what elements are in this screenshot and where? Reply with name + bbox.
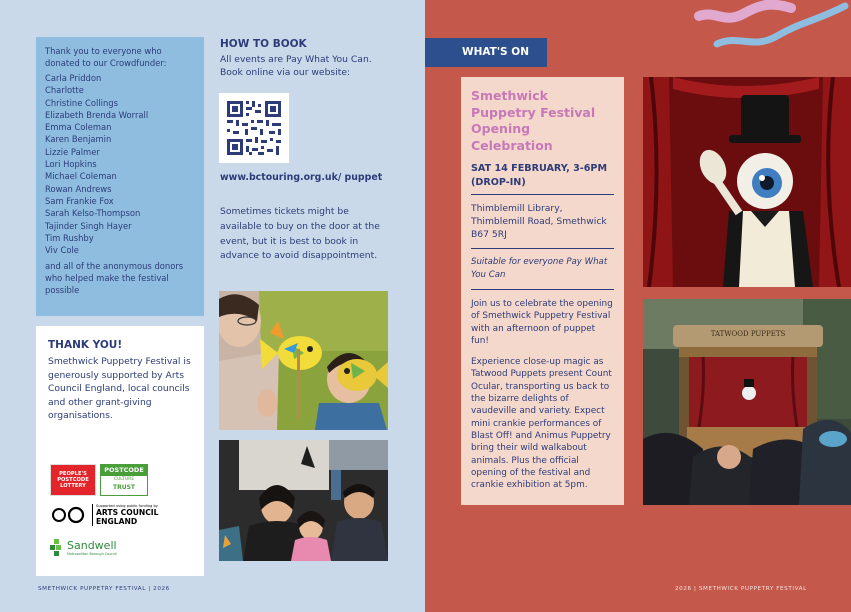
donor-intro: Thank you to everyone who donated to our Crowdfunder: xyxy=(45,46,167,68)
left-page xyxy=(0,0,425,612)
event-suitability: Suitable for everyone Pay What You Can xyxy=(471,256,614,290)
donor-name: Sam Frankie Fox xyxy=(45,195,114,206)
event-title: Smethwick Puppetry Festival Opening Celebration xyxy=(471,88,596,153)
tickets-text: Sometimes tickets might be available to buy on the door at the event, but it is best to book in advance to avoid disappointment. xyxy=(220,206,380,262)
donor-name: Carla Priddon xyxy=(45,73,102,83)
how-to-book-section xyxy=(220,38,395,79)
donor-name: Charlotte xyxy=(45,85,84,96)
donor-box xyxy=(36,37,204,316)
event-description-intro: Join us to celebrate the opening of Smethwick Puppetry Festival with an afternoon of puppet fun! xyxy=(471,299,613,346)
donor-outro: and all of the anonymous donors who helped make the festival possible xyxy=(45,261,184,296)
arts-council-logo: Supported using public funding by ARTS COUNCIL ENGLAND xyxy=(50,504,158,526)
donor-list xyxy=(45,72,194,256)
donor-name: Emma Coleman xyxy=(45,122,112,133)
donor-name: Christine Collings xyxy=(45,97,118,108)
arts-council-mark-icon xyxy=(50,504,88,526)
qr-code[interactable] xyxy=(219,93,289,163)
theatre-sign-label: TATWOOD PUPPETS xyxy=(710,330,786,338)
thank-you-text: Smethwick Puppetry Festival is generously supported by Arts Council England, local councils and other grant-giving organisations. xyxy=(48,356,191,421)
qr-code-icon xyxy=(219,93,289,163)
sandwell-logo: Sandwell Metropolitan Borough Council xyxy=(50,539,117,557)
peoples-postcode-lottery-logo: PEOPLE'S POSTCODE LOTTERY xyxy=(50,464,96,496)
family-photo-illustration xyxy=(219,440,388,561)
count-ocular-puppet-photo xyxy=(643,77,851,287)
footer-left: SMETHWICK PUPPETRY FESTIVAL | 2026 xyxy=(38,586,170,592)
donor-name: Michael Coleman xyxy=(45,171,117,182)
event-address: Thimblemill Library, Thimblemill Road, Smethwick B67 5RJ xyxy=(471,202,614,249)
donor-name: Viv Cole xyxy=(45,245,79,256)
whats-on-tab: WHAT'S ON xyxy=(425,38,547,67)
decorative-squiggle-icon xyxy=(693,0,851,56)
donor-name: Tajinder Singh Hayer xyxy=(45,220,132,231)
family-photo xyxy=(219,440,388,561)
booking-url-link[interactable]: www.bctouring.org.uk/ puppet xyxy=(220,172,383,183)
thank-you-title: THANK YOU! xyxy=(48,339,123,351)
footer-right: 2026 | SMETHWICK PUPPETRY FESTIVAL xyxy=(675,586,807,592)
count-ocular-illustration xyxy=(643,77,851,287)
donor-name: Sarah Kelso-Thompson xyxy=(45,208,141,219)
puppet-theatre-photo xyxy=(643,299,851,505)
how-to-book-title: HOW TO BOOK xyxy=(220,38,307,50)
thank-you-box xyxy=(36,326,204,576)
fish-puppet-photo-illustration xyxy=(219,291,388,430)
postcode-culture-trust-logo: POSTCODE CULTURE TRUST xyxy=(100,464,148,496)
event-description-details: Experience close-up magic as Tatwood Puppets present Count Ocular, transporting us back to the bizarre delights of vaudeville and variety. Expect mini crankie performances of Blast Off! and Animus Puppetry bring their wild walkabout animals. Plus the official opening of the festival and crankie exhibition at 5pm. xyxy=(471,357,612,491)
donor-name: Rowan Andrews xyxy=(45,183,112,194)
event-card xyxy=(461,77,624,505)
donor-name: Elizabeth Brenda Worrall xyxy=(45,109,149,120)
donor-name: Tim Rushby xyxy=(45,232,94,243)
donor-name: Lizzie Palmer xyxy=(45,146,100,157)
event-date: SAT 14 FEBRUARY, 3-6PM (DROP-IN) xyxy=(471,162,614,195)
puppet-theatre-illustration xyxy=(643,299,851,505)
sandwell-mark-icon xyxy=(50,539,64,557)
donor-name: Lori Hopkins xyxy=(45,159,97,170)
lottery-logos xyxy=(50,464,148,496)
donor-name: Karen Benjamin xyxy=(45,134,112,145)
fish-puppet-photo xyxy=(219,291,388,430)
how-to-book-text: All events are Pay What You Can. Book online via our website: xyxy=(220,54,372,78)
